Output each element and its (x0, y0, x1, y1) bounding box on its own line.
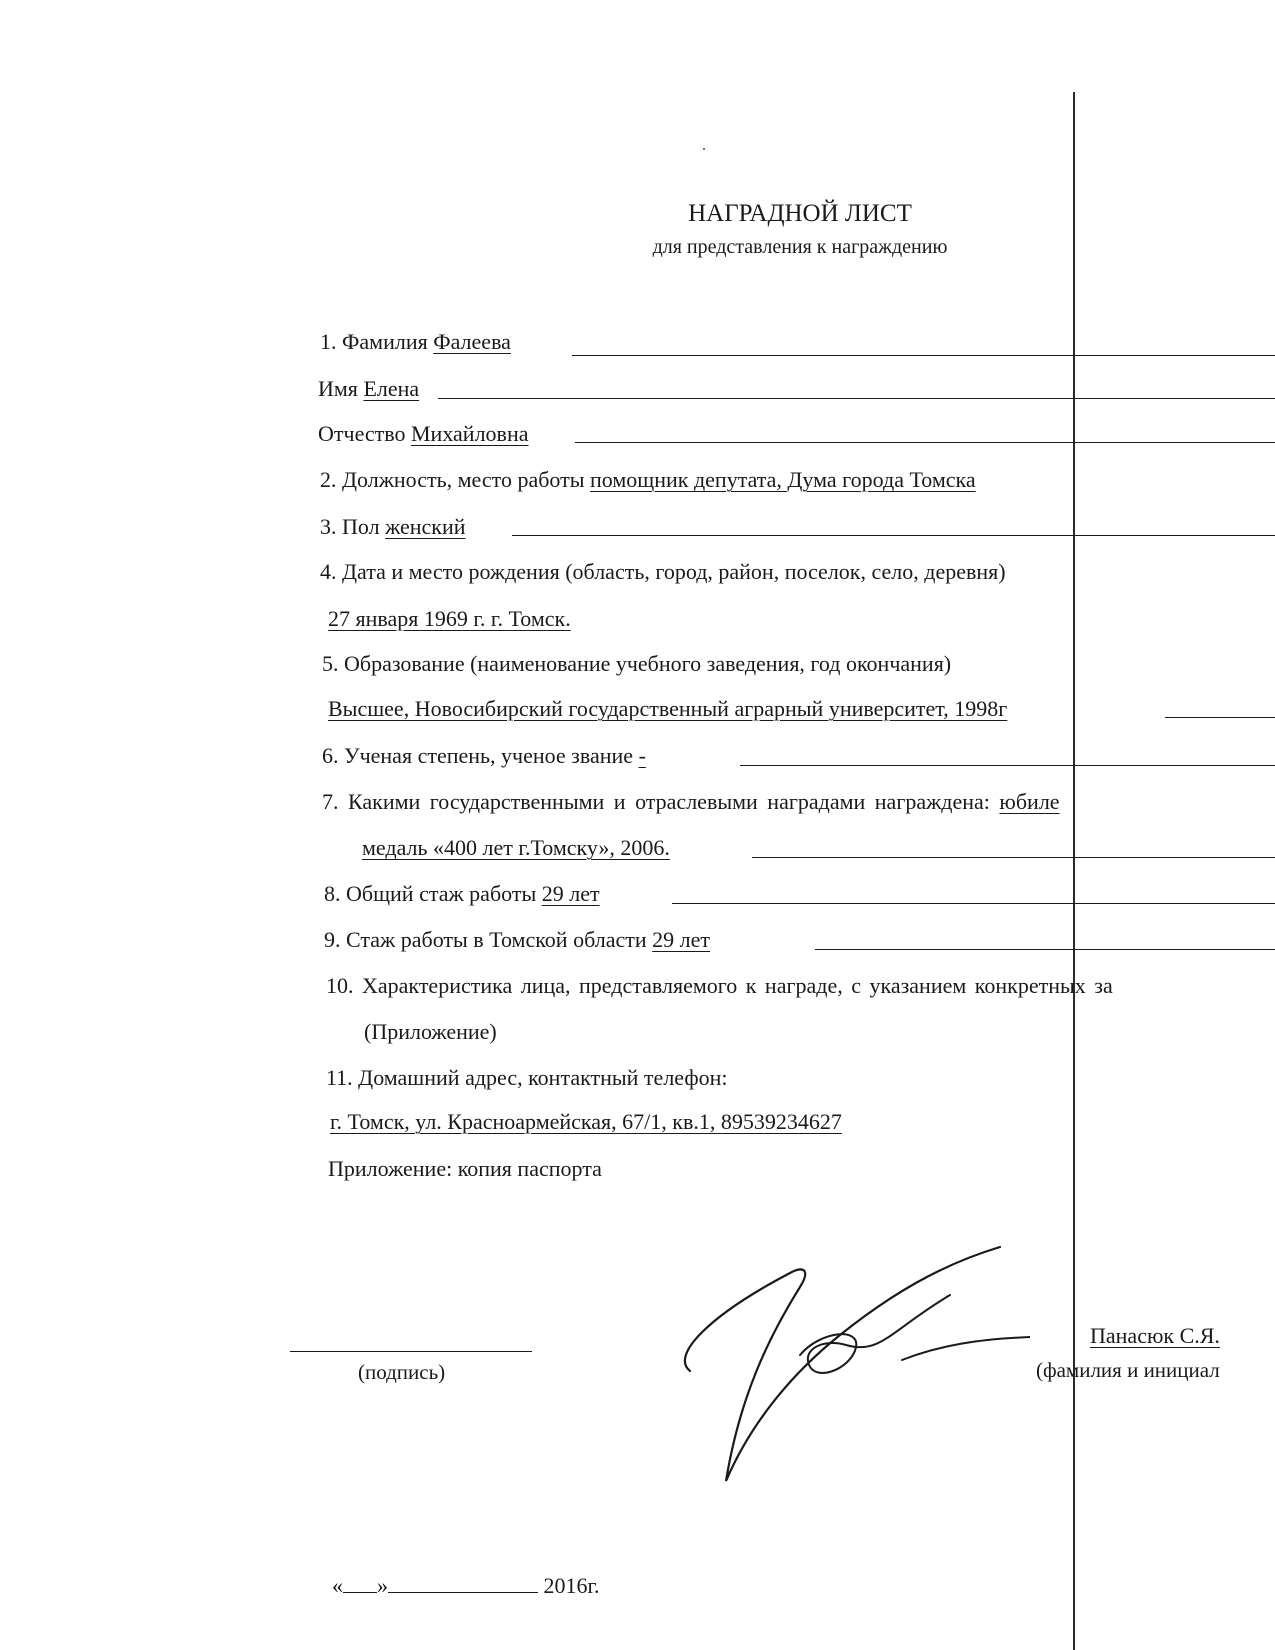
field-degree-label: 6. Ученая степень, ученое звание (322, 743, 634, 768)
field-patronymic (318, 420, 529, 448)
field-name-rule (438, 398, 1275, 399)
field-address-value: г. Томск, ул. Красноармейская, 67/1, кв.1, 89539234627 (330, 1109, 842, 1134)
field-patronymic-rule (575, 442, 1275, 443)
document-title: НАГРАДНОЙ ЛИСТ (688, 200, 912, 227)
field-patronymic-value: Михайловна (411, 421, 529, 446)
field-sex (320, 513, 466, 541)
field-name-value: Елена (363, 376, 420, 401)
field-education-label: 5. Образование (наименование учебного заведения, год окончания) (322, 651, 952, 676)
signer-caption: (фамилия и инициал (1036, 1358, 1220, 1382)
field-address-label: 11. Домашний адрес, контактный телефон: (326, 1065, 728, 1090)
field-name (318, 375, 419, 403)
field-education-rule (1165, 717, 1275, 718)
scan-speck (703, 148, 705, 150)
field-awards-value-part2: медаль «400 лет г.Томску», 2006. (362, 835, 670, 860)
signature-caption: (подпись) (358, 1360, 446, 1384)
attachment-note: Приложение: копия паспорта (328, 1156, 602, 1181)
field-awards-label: 7. Какими государственными и отраслевыми наградами награждена: (322, 789, 990, 814)
field-awards (322, 788, 1060, 816)
handwritten-signature (650, 1235, 1030, 1505)
field-birth-label: 4. Дата и место рождения (область, город, район, поселок, село, деревня) (320, 559, 1006, 584)
field-total-experience (324, 880, 600, 908)
field-position-label: 2. Должность, место работы (320, 467, 585, 492)
field-region-experience-value: 29 лет (652, 927, 710, 952)
signature-line (290, 1351, 532, 1352)
field-surname (320, 328, 511, 356)
field-position (320, 466, 976, 494)
field-region-experience (324, 926, 710, 954)
field-region-experience-rule (815, 949, 1275, 950)
field-sex-value: женский (385, 514, 466, 539)
field-sex-label: 3. Пол (320, 514, 380, 539)
field-degree-rule (740, 765, 1275, 766)
field-name-label: Имя (318, 376, 358, 401)
field-region-experience-label: 9. Стаж работы в Томской области (324, 927, 647, 952)
field-degree-value: - (638, 743, 646, 768)
signer-name: Панасюк С.Я. (1090, 1323, 1220, 1348)
field-characteristics-value: (Приложение) (364, 1019, 497, 1044)
date-open-quote: « (332, 1573, 343, 1598)
field-patronymic-label: Отчество (318, 421, 406, 446)
field-degree (322, 742, 646, 770)
field-education-value: Высшее, Новосибирский государственный аграрный университет, 1998г (328, 696, 1008, 721)
field-surname-rule (572, 355, 1275, 356)
field-total-experience-value: 29 лет (541, 881, 600, 906)
field-characteristics-label: 10. Характеристика лица, представляемого к награде, с указанием конкретных за (326, 973, 1113, 998)
field-awards-value-part1: юбиле (999, 789, 1060, 814)
field-total-experience-label: 8. Общий стаж работы (324, 881, 537, 906)
date-month-blank (388, 1574, 538, 1593)
document-subtitle: для представления к награждению (652, 236, 948, 258)
date-line (332, 1572, 600, 1600)
date-year: 2016г. (543, 1573, 600, 1598)
field-birth-value: 27 января 1969 г. г. Томск. (328, 606, 571, 631)
date-close-quote: » (377, 1573, 388, 1598)
field-surname-label: 1. Фамилия (320, 329, 428, 354)
field-sex-rule (512, 535, 1275, 536)
date-day-blank (343, 1574, 377, 1593)
scan-fold-line (1073, 92, 1075, 1650)
field-awards-rule (752, 857, 1275, 858)
field-surname-value: Фалеева (433, 329, 511, 354)
field-position-value: помощник депутата, Дума города Томска (590, 467, 976, 492)
field-total-experience-rule (672, 903, 1275, 904)
